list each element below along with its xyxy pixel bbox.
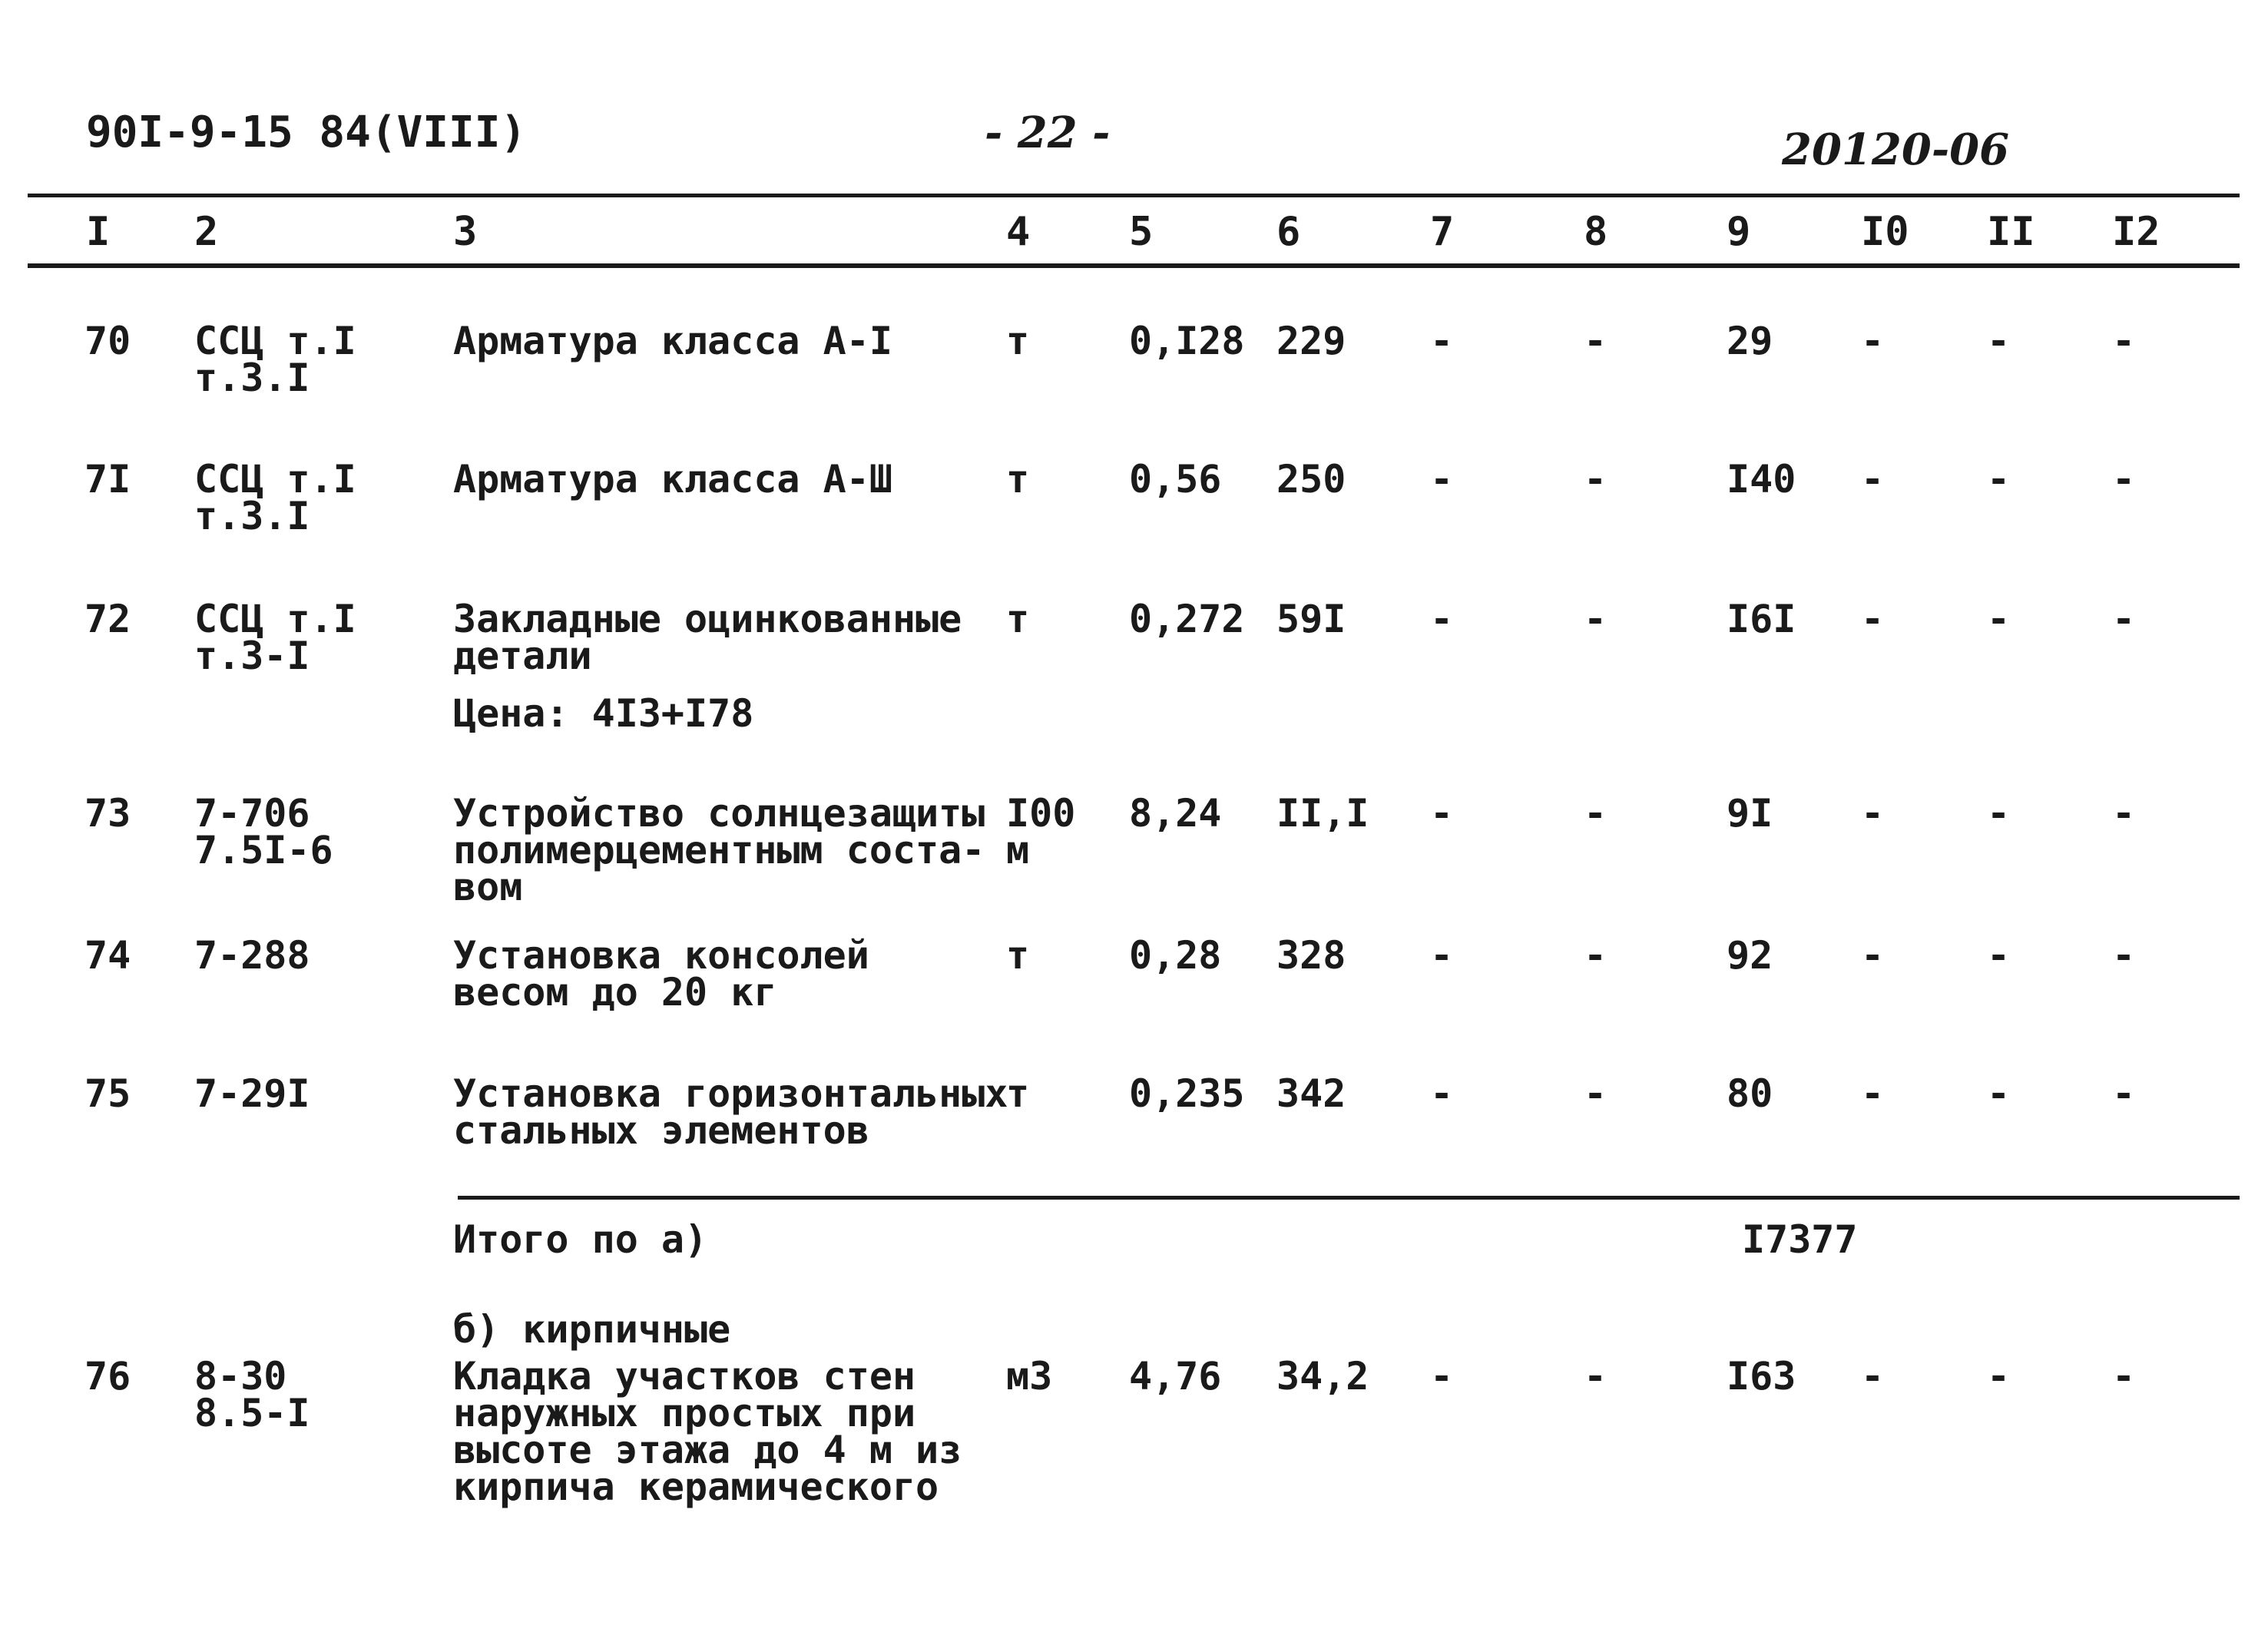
col9-value: I40 <box>1727 457 1796 502</box>
col10-value: - <box>1861 597 1885 641</box>
price-code: 7-29I <box>194 1071 310 1116</box>
work-name: Арматура класса А-Ш <box>453 457 892 502</box>
column-header-1: I <box>86 209 111 255</box>
price-note: Цена: 4I3+I78 <box>453 691 754 736</box>
col12-value: - <box>2112 457 2136 502</box>
row-number: 70 <box>84 319 131 363</box>
column-header-5: 5 <box>1129 209 1154 255</box>
price-code: ССЦ т.I т.3.I <box>194 457 356 538</box>
col9-value: 29 <box>1727 319 1773 363</box>
col7-value: - <box>1430 457 1454 502</box>
section-heading: б) кирпичные <box>453 1307 731 1352</box>
unit: т <box>1006 1071 1030 1116</box>
column-header-8: 8 <box>1584 209 1608 255</box>
row-number: 72 <box>84 597 131 641</box>
column-header-11: II <box>1987 209 2035 255</box>
col7-value: - <box>1430 933 1454 978</box>
col12-value: - <box>2112 933 2136 978</box>
subtotal-label: Итого по а) <box>453 1217 708 1262</box>
row-number: 76 <box>84 1354 131 1399</box>
row-number: 74 <box>84 933 131 978</box>
col10-value: - <box>1861 933 1885 978</box>
unit: т <box>1006 457 1030 502</box>
col7-value: - <box>1430 1354 1454 1399</box>
column-header-12: I2 <box>2112 209 2160 255</box>
col11-value: - <box>1987 1071 2011 1116</box>
col9-value: 92 <box>1727 933 1773 978</box>
price-code: 8-30 8.5-I <box>194 1354 310 1435</box>
col11-value: - <box>1987 457 2011 502</box>
unit-price: 34,2 <box>1276 1354 1369 1399</box>
price-code: 7-288 <box>194 933 310 978</box>
work-name: Арматура класса А-I <box>453 319 892 363</box>
col12-value: - <box>2112 791 2136 836</box>
unit: т <box>1006 319 1030 363</box>
quantity: 8,24 <box>1129 791 1222 836</box>
quantity: 0,I28 <box>1129 319 1245 363</box>
column-header-6: 6 <box>1276 209 1301 255</box>
col10-value: - <box>1861 1354 1885 1399</box>
unit-price: 59I <box>1276 597 1346 641</box>
col9-value: I6I <box>1727 597 1796 641</box>
col8-value: - <box>1584 933 1607 978</box>
document-code: 90I-9-15 84(VIII) <box>86 108 527 157</box>
unit: м3 <box>1006 1354 1053 1399</box>
unit: т <box>1006 597 1030 641</box>
col10-value: - <box>1861 457 1885 502</box>
top-rule <box>28 194 2240 197</box>
column-header-9: 9 <box>1727 209 1751 255</box>
col9-value: I63 <box>1727 1354 1796 1399</box>
quantity: 0,56 <box>1129 457 1222 502</box>
column-header-10: I0 <box>1861 209 1909 255</box>
sheet-code: 20120-06 <box>1782 124 2009 175</box>
col10-value: - <box>1861 319 1885 363</box>
subtotal-value: I7377 <box>1742 1217 1858 1262</box>
col11-value: - <box>1987 1354 2011 1399</box>
unit: I00 м <box>1006 791 1076 872</box>
column-header-7: 7 <box>1430 209 1455 255</box>
quantity: 0,235 <box>1129 1071 1245 1116</box>
col7-value: - <box>1430 597 1454 641</box>
col7-value: - <box>1430 1071 1454 1116</box>
col11-value: - <box>1987 791 2011 836</box>
work-name: Кладка участков стен наружных простых при высоте этажа до 4 м из кирпича керамического <box>453 1354 962 1509</box>
col11-value: - <box>1987 597 2011 641</box>
unit-price: 229 <box>1276 319 1346 363</box>
unit-price: II,I <box>1276 791 1369 836</box>
col8-value: - <box>1584 1071 1607 1116</box>
column-header-3: 3 <box>453 209 478 255</box>
work-name: Установка консолей весом до 20 кг <box>453 933 869 1015</box>
col8-value: - <box>1584 319 1607 363</box>
subtotal-rule <box>458 1196 2240 1200</box>
col8-value: - <box>1584 597 1607 641</box>
col11-value: - <box>1987 319 2011 363</box>
column-header-4: 4 <box>1006 209 1031 255</box>
col12-value: - <box>2112 1071 2136 1116</box>
col10-value: - <box>1861 791 1885 836</box>
work-name: Закладные оцинкованные детали <box>453 597 962 678</box>
unit-price: 328 <box>1276 933 1346 978</box>
col8-value: - <box>1584 791 1607 836</box>
col7-value: - <box>1430 319 1454 363</box>
work-name: Устройство солнцезащиты полимерцементным соста- вом <box>453 791 985 909</box>
col12-value: - <box>2112 319 2136 363</box>
quantity: 4,76 <box>1129 1354 1222 1399</box>
unit-price: 342 <box>1276 1071 1346 1116</box>
price-code: ССЦ т.I т.3-I <box>194 597 356 678</box>
price-code: 7-706 7.5I-6 <box>194 791 333 872</box>
row-number: 73 <box>84 791 131 836</box>
price-code: ССЦ т.I т.3.I <box>194 319 356 400</box>
work-name: Установка горизонтальных стальных элементов <box>453 1071 1008 1153</box>
header-rule <box>28 263 2240 268</box>
col12-value: - <box>2112 597 2136 641</box>
row-number: 7I <box>84 457 131 502</box>
unit: т <box>1006 933 1030 978</box>
col8-value: - <box>1584 1354 1607 1399</box>
col10-value: - <box>1861 1071 1885 1116</box>
page-number: - 22 - <box>985 108 1111 158</box>
col12-value: - <box>2112 1354 2136 1399</box>
column-header-2: 2 <box>194 209 219 255</box>
quantity: 0,28 <box>1129 933 1222 978</box>
unit-price: 250 <box>1276 457 1346 502</box>
col9-value: 80 <box>1727 1071 1773 1116</box>
col11-value: - <box>1987 933 2011 978</box>
quantity: 0,272 <box>1129 597 1245 641</box>
col8-value: - <box>1584 457 1607 502</box>
col7-value: - <box>1430 791 1454 836</box>
row-number: 75 <box>84 1071 131 1116</box>
col9-value: 9I <box>1727 791 1773 836</box>
